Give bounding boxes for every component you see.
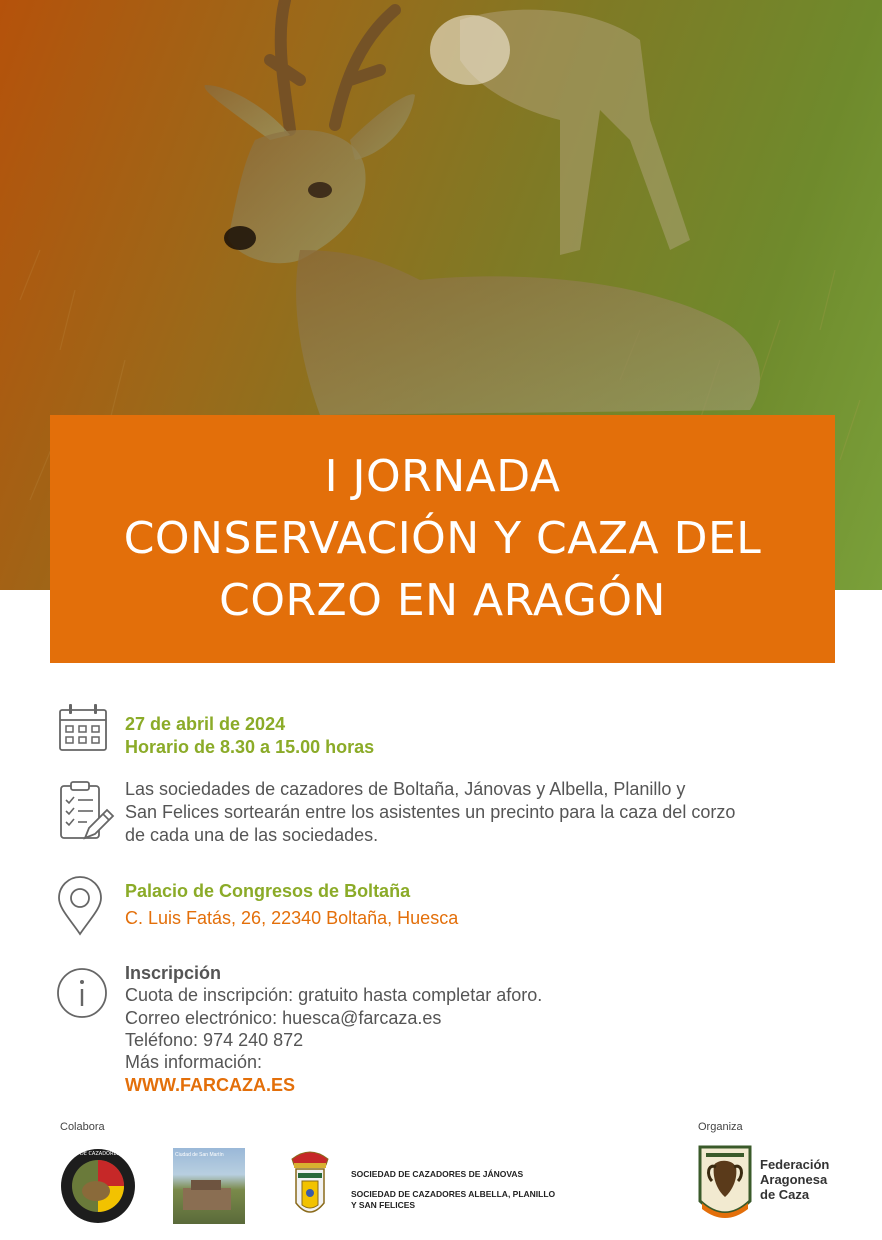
registration-heading: Inscripción [125, 963, 222, 983]
title-banner [50, 415, 835, 663]
federation-name-line-3: de Caza [760, 1187, 810, 1202]
photo-caption: Ciudad de San Martín [175, 1152, 224, 1158]
society-albella-line-2: Y SAN FELICES [351, 1200, 416, 1210]
federation-name-line-1: Federación [760, 1157, 830, 1172]
registration-phone[interactable]: Teléfono: 974 240 872 [125, 1030, 304, 1050]
raffle-line-3: de cada una de las sociedades. [125, 825, 379, 845]
society-albella-line-1: SOCIEDAD DE CAZADORES ALBELLA, PLANILLO [351, 1189, 556, 1199]
svg-text:SOCIEDAD DE CAZADORES BOLTAÑA: SOCIEDAD DE CAZADORES BOLTAÑA [51, 1151, 145, 1157]
title-line-1: I JORNADA [324, 451, 561, 502]
website-link[interactable]: WWW.FARCAZA.ES [125, 1075, 295, 1095]
federation-name-line-2: Aragonesa [760, 1172, 828, 1187]
event-schedule: Horario de 8.30 a 15.00 horas [125, 737, 375, 757]
san-martin-photo [173, 1148, 245, 1224]
info-icon [55, 966, 109, 1020]
event-date: 27 de abril de 2024 [125, 714, 286, 734]
venue-address: C. Luis Fatás, 26, 22340 Boltaña, Huesca [125, 908, 459, 928]
title-line-2: CONSERVACIÓN Y CAZA DEL [123, 513, 762, 564]
raffle-line-2: San Felices sortearán entre los asistentes un precinto para la caza del corzo [125, 802, 736, 822]
location-pin-icon [55, 876, 105, 938]
boltana-hunters-seal-logo [51, 1147, 145, 1225]
coat-of-arms-logo [286, 1145, 334, 1225]
registration-email[interactable]: Correo electrónico: huesca@farcaza.es [125, 1008, 442, 1028]
federation-name [760, 1157, 829, 1202]
calendar-icon [55, 703, 111, 753]
organizes-label: Organiza [698, 1121, 743, 1133]
title-line-3: CORZO EN ARAGÓN [219, 575, 666, 626]
collaborates-label: Colabora [60, 1121, 105, 1133]
federation-logo [698, 1145, 752, 1223]
more-info-label: Más información: [125, 1052, 263, 1072]
clipboard-pen-icon [55, 780, 115, 844]
registration-fee: Cuota de inscripción: gratuito hasta completar aforo. [125, 985, 543, 1005]
venue-name: Palacio de Congresos de Boltaña [125, 881, 411, 901]
society-janovas: SOCIEDAD DE CAZADORES DE JÁNOVAS [351, 1169, 524, 1179]
raffle-line-1: Las sociedades de cazadores de Boltaña, Jánovas y Albella, Planillo y [125, 779, 686, 799]
